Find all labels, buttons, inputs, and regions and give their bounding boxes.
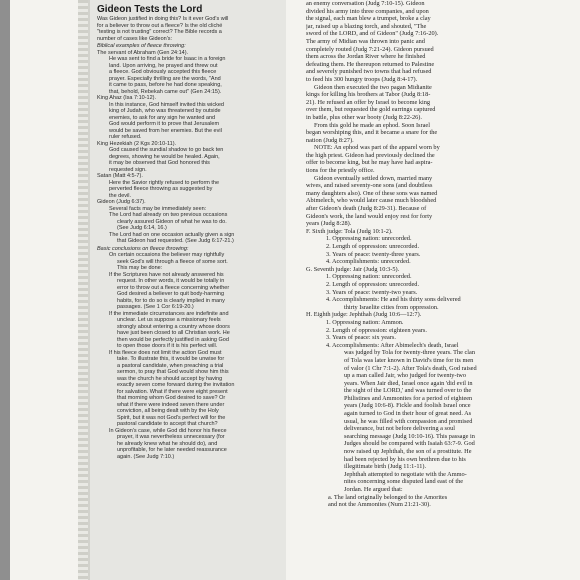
- sidebar-line: that morning whom God desired to save? Or: [117, 395, 226, 401]
- main-line: searching message (Judg 10:10-16). This passage in: [344, 432, 475, 440]
- sidebar-line: it came to pass, before he had done speaking,: [109, 82, 222, 88]
- main-line: 1. Oppressing nation: unrecorded.: [326, 273, 412, 281]
- sidebar-line: seek God's will through a fleece of some sort.: [117, 258, 228, 265]
- sidebar-line: Biblical examples of fleece throwing:: [97, 43, 186, 49]
- sidebar-line: God caused the sundial shadow to go back ten: [109, 147, 224, 153]
- main-line: defeating them. He thereupon returned to Palestine: [306, 60, 435, 68]
- sidebar-line: The Lord had already on two previous occasions: [109, 212, 228, 218]
- main-line: 2. Length of oppression: unrecorded.: [326, 280, 420, 288]
- main-line: illegitimate birth (Judg 11:1-11).: [344, 463, 427, 471]
- main-line: years. When Jair died, Israel once again 'did evil in: [344, 379, 473, 387]
- main-line: NOTE: An ephod was part of the apparel worn by: [314, 144, 440, 152]
- sidebar-line: request. In other words, it would be totally in: [117, 278, 225, 284]
- main-line: 3. Years of peace: twenty-three years.: [326, 250, 421, 258]
- decorative-border: [78, 0, 88, 580]
- main-line: 2. Length of oppression: unrecorded.: [326, 243, 420, 250]
- sidebar-line: In Gideon's case, while God did honor his fleece: [109, 427, 227, 434]
- sidebar-line: The servant of Abraham (Gen 24:14).: [97, 49, 189, 56]
- sidebar-line: king of Judah, who was threatened by outside: [109, 108, 221, 114]
- sidebar-box: [88, 0, 286, 580]
- sidebar-line: strongly about entering a country whose doors: [117, 323, 230, 330]
- main-line: sword of the LORD, and of Gideon" (Judg 7:16-20).: [306, 30, 439, 38]
- main-line: began worshiping this, and it became a snare for the: [306, 129, 438, 137]
- sidebar-line: for salvation. What if there were eight present: [117, 388, 228, 395]
- sidebar-line: clearly assured Gideon of what he was to do.: [117, 218, 227, 225]
- main-line: offer to become king, but he may have had aspira-: [306, 159, 433, 167]
- main-line: tions for the priestly office.: [306, 167, 375, 175]
- sidebar-line: If his fleece does not limit the action God must: [109, 349, 222, 356]
- main-line: nation (Judg 8:27).: [306, 136, 354, 144]
- main-line: Jephthah attempted to negotiate with the Ammo-: [344, 470, 467, 478]
- sidebar-line: (See Judg 6:14, 16.): [117, 225, 167, 231]
- sidebar-line: In this instance, God himself invited this wicked: [109, 101, 224, 108]
- sidebar-line: habits, for to do so is clearly implied in many: [117, 297, 225, 304]
- sidebar-line: degrees, showing he would be healed. Again,: [109, 153, 220, 160]
- main-line: 4. Accomplishments: He and his thirty sons delivered: [326, 296, 461, 304]
- sidebar-line: If the Scriptures have not already answered his: [109, 271, 224, 278]
- main-line: the high priest. Gideon had previously declined the: [306, 151, 435, 159]
- main-line: of Tola was later known in David's time for its men: [344, 356, 474, 364]
- main-line: wives, and raised seventy-one sons (and doubtless: [306, 182, 433, 190]
- sidebar-line: enemies, to ask for any sign he wanted and: [109, 114, 216, 121]
- sidebar-line: Several facts may be immediately seen:: [109, 205, 207, 212]
- sidebar-line: again. (See Judg 7:10.): [117, 453, 175, 460]
- main-line: Jordan. He argued that:: [344, 486, 403, 493]
- sidebar-line: prayer. Especially thrilling are the words, "And: [109, 75, 221, 82]
- sidebar-line: that Gideon had requested. (See Judg 6:17-21.): [117, 238, 234, 244]
- sidebar-line: Was Gideon justified in doing this? Is it ever God's will: [97, 16, 229, 22]
- main-line: 21). He refused an offer by Israel to become king: [306, 98, 431, 106]
- main-line: H. Eighth judge: Jephthah (Judg 10:6—12:7).: [306, 311, 422, 319]
- main-line: jar, raised up a blazing torch, and shouted, "The: [306, 22, 427, 30]
- sidebar-line: "testing is not trusting" correct? The Bible records a: [97, 29, 222, 35]
- sidebar-line: requested sign.: [109, 166, 147, 173]
- sidebar-line: unclear. Let us suppose a missionary feels: [117, 317, 221, 323]
- sidebar-line: exactly seven come forward during the invitation: [117, 382, 235, 388]
- main-line: nites concerning some disputed land east of the: [344, 478, 464, 486]
- main-line: in battle, plus other war booty (Judg 8:22-26).: [306, 113, 422, 121]
- main-line: years (Judg 8:28).: [306, 220, 352, 228]
- main-line: thirty Israelite cities from oppression.: [344, 303, 439, 311]
- sidebar-line: pastoral candidate to accept that church?: [117, 421, 218, 427]
- sidebar-line: prayer, it was nevertheless unnecessary (for: [117, 434, 225, 440]
- sidebar-line: then would be perfectly justified in asking God: [117, 336, 229, 343]
- main-line: Gideon then executed the two pagan Midianite: [314, 83, 432, 91]
- sidebar-line: The Lord had on one occasion actually given a sign: [109, 231, 235, 238]
- main-line: completely routed (Judg 7:21-24). Gideon pursued: [306, 45, 434, 53]
- main-line: the sight of the LORD,' and was turned over to the: [344, 387, 472, 395]
- sidebar-line: error to throw out a fleece concerning whether: [117, 284, 230, 291]
- sidebar-line: have just been closed to all Christian work. He: [117, 330, 230, 336]
- sidebar-line: passages. (See 1 Cor 6:19-20.): [117, 304, 194, 310]
- sidebar-line: it may be observed that God honored this: [109, 160, 210, 166]
- main-line: the signal, each man blew a trumpet, broke a clay: [306, 15, 431, 23]
- main-line: 4. Accomplishments: After Abimelech's death, Israel: [326, 341, 459, 349]
- sidebar-line: perverted fleece throwing as suggested by: [109, 186, 213, 192]
- sidebar-line: sermon, to pray that God would show him this: [117, 369, 229, 375]
- main-line: a. The land originally belonged to the Amorites: [328, 493, 448, 501]
- main-line: up a man called Jair, who judged for twenty-two: [344, 372, 466, 380]
- sidebar-line: This may be done:: [117, 265, 163, 271]
- sidebar-line: ruler refused.: [109, 134, 142, 140]
- sidebar-line: the devil.: [109, 192, 132, 199]
- main-line: Abimelech, who would later cause much bloodshed: [306, 197, 437, 205]
- sidebar-line: He was sent to find a bride for Isaac in a foreign: [109, 56, 226, 62]
- sidebar-line: he already knew what he should do), and: [117, 440, 218, 447]
- main-line: now raised up Jephthah, the son of a prostitute. He: [344, 448, 472, 456]
- main-column: [306, 0, 536, 580]
- main-line: to feed his 300 hungry troops (Judg 8:4-17).: [306, 75, 418, 83]
- main-line: Gideon eventually settled down, married many: [314, 174, 433, 182]
- sidebar-line: for a believer to throw out a fleece? Is the old cliché: [97, 22, 223, 29]
- sidebar-line: On certain occasions the believer may rightfully: [109, 252, 225, 258]
- main-line: and not the Ammonites (Num 21:21-30).: [328, 501, 431, 509]
- sidebar-line: Spirit, but it was not God's perfect will for the: [117, 414, 226, 421]
- sidebar-line: Basic conclusions on fleece throwing:: [97, 245, 189, 252]
- main-line: deliverance, but not before delivering a soul: [344, 425, 456, 433]
- main-line: them across the Jordan River where he finished: [306, 53, 426, 61]
- main-line: From this gold he made an ephod. Soon Israel: [314, 121, 430, 129]
- sidebar-line: to open those doors if it is his perfect will.: [117, 343, 218, 349]
- sidebar-line: number of cases like Gideon's:: [97, 35, 173, 42]
- sidebar-line: Gideon (Judg 6:37).: [97, 199, 146, 205]
- main-line: Judges should be compared with Isaiah 63:7-9. God: [344, 440, 475, 448]
- main-line: of valor (1 Chr 7:1-2). After Tola's death, God raised: [344, 364, 477, 372]
- main-line: 2. Length of oppression: eighteen years.: [326, 326, 427, 334]
- sidebar-line: a pastoral candidate, when preaching a trial: [117, 362, 224, 369]
- main-line: again turned to God in their hour of great need. As: [344, 410, 472, 418]
- sidebar-line: a fleece. God obviously accepted this fleece: [109, 69, 217, 75]
- main-line: an enemy conversation (Judg 7:10-15). Gideon: [306, 0, 425, 7]
- main-line: The army of Midian was thrown into panic and: [306, 37, 425, 45]
- sidebar-line: King Hezekiah (2 Kgs 20:10-11).: [97, 140, 177, 147]
- sidebar-line: Here the Savior rightly refused to perform the: [109, 179, 220, 186]
- main-line: Philistines and Ammonites for a period of eighteen: [344, 394, 473, 402]
- sidebar-line: King Ahaz (Isa 7:10-12).: [97, 95, 157, 101]
- sidebar-line: unprofitable, for he later needed reassurance: [117, 447, 227, 453]
- main-line: 3. Years of peace: six years.: [326, 334, 396, 342]
- book-page: [10, 0, 580, 580]
- main-line: over them, but requested the gold earrings captured: [306, 106, 436, 114]
- sidebar-line: conviction, all being dealt with by the Holy: [117, 408, 219, 414]
- sidebar-line: land. Upon arriving, he prayed and threw out: [109, 62, 218, 69]
- main-line: after Gideon's death (Judg 8:29-31). Because of: [306, 205, 427, 213]
- sidebar-line: If the immediate circumstances are indefinite and: [109, 310, 229, 317]
- sidebar-line: what if there were indeed seven there under: [117, 401, 225, 408]
- sidebar-line: that, behold, Rebekah came out" (Gen 24:15).: [109, 88, 222, 95]
- sidebar-line: God would perform it to prove that Jerusalem: [109, 121, 220, 127]
- main-line: years (Judg 10:6-8). Fickle and foolish Israel once: [344, 402, 471, 410]
- main-line: 1. Oppressing nation: unrecorded.: [326, 235, 412, 243]
- sidebar-line: would be saved from her enemies. But the evil: [109, 127, 222, 134]
- main-line: had been rejected by his own brethren due to his: [344, 455, 466, 463]
- main-line: F. Sixth judge: Tola (Judg 10:1-2).: [306, 227, 393, 235]
- main-line: kings for killing his brothers at Tabor (Judg 8:18-: [306, 91, 431, 99]
- sidebar-line: Satan (Matt 4:5-7).: [97, 173, 143, 179]
- sidebar-body: [97, 16, 281, 460]
- main-line: G. Seventh judge: Jair (Judg 10:3-5).: [306, 265, 400, 273]
- main-line: Gideon's work, the land would enjoy rest for forty: [306, 212, 433, 220]
- main-line: 4. Accomplishments: unrecorded.: [326, 258, 411, 266]
- main-line: 1. Oppressing nation: Ammon.: [326, 318, 404, 326]
- sidebar-line: was the church he should accept by having: [117, 375, 223, 382]
- sidebar-title: Gideon Tests the Lord: [97, 4, 203, 15]
- main-line: divided his army into three companies, and upon: [306, 7, 429, 15]
- sidebar-line: take. To illustrate this, it would be unwise for: [117, 356, 225, 362]
- main-line: was judged by Tola for twenty-three years. The clan: [344, 349, 475, 357]
- main-body: [306, 0, 536, 509]
- main-line: many daughters also). One of these sons was named: [306, 189, 438, 197]
- sidebar-line: God desired a believer to quit body-harming: [117, 291, 225, 297]
- main-line: usual, he was filled with compassion and promised: [344, 417, 473, 425]
- main-line: 3. Years of peace: twenty-two years.: [326, 288, 418, 296]
- main-line: and severely punished two towns that had refused: [306, 68, 432, 76]
